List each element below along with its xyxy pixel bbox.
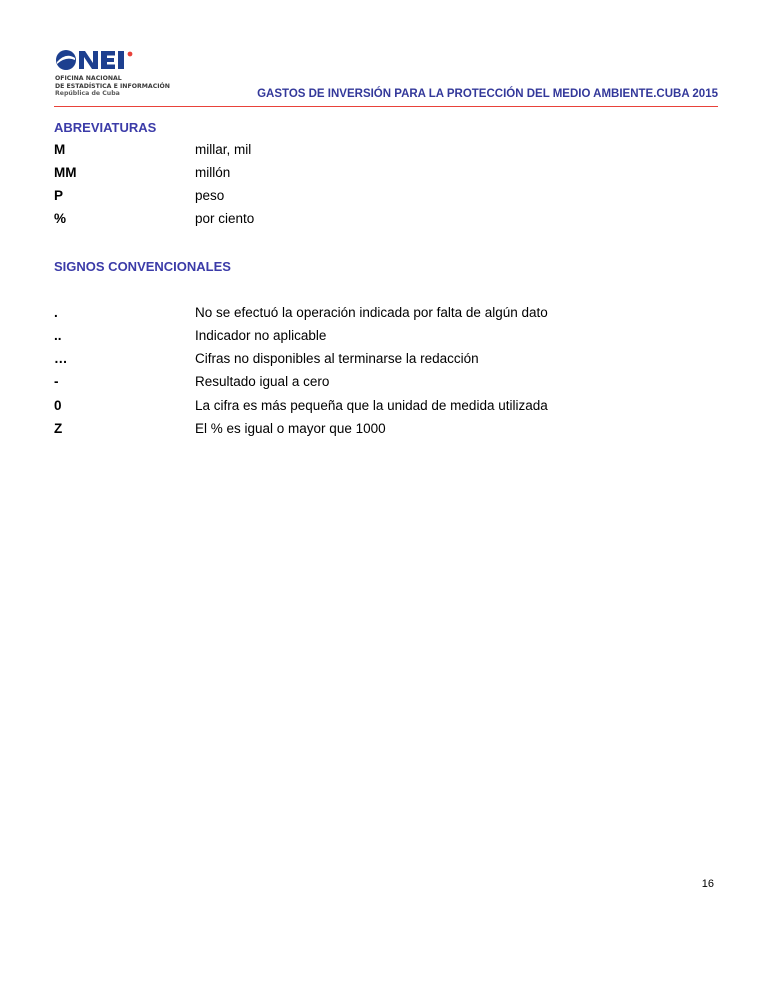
abbreviation-symbol: P [54, 188, 64, 203]
sign-symbol: .. [54, 328, 62, 343]
sign-symbol: … [54, 351, 68, 366]
document-title: GASTOS DE INVERSIÓN PARA LA PROTECCIÓN DEL MEDIO AMBIENTE.CUBA 2015 [257, 88, 718, 100]
sign-symbol: - [54, 374, 59, 389]
abbreviation-row [54, 211, 654, 231]
signs-title: SIGNOS CONVENCIONALES [54, 259, 231, 274]
logo-line-2: DE ESTADÍSTICA E INFORMACIÓN [55, 82, 170, 90]
abbreviation-meaning: millar, mil [195, 142, 252, 157]
abbreviation-meaning: peso [195, 188, 225, 203]
abbreviation-symbol: % [54, 211, 67, 226]
sign-symbol: . [54, 305, 58, 320]
sign-row [54, 305, 654, 325]
logo-line-3: República de Cuba [55, 90, 120, 98]
abbreviation-meaning: por ciento [195, 211, 255, 226]
onei-logo-mark [54, 48, 144, 72]
sign-row [54, 398, 654, 418]
abbreviation-meaning: millón [195, 165, 231, 180]
sign-symbol: Z [54, 421, 63, 436]
sign-meaning: No se efectuó la operación indicada por falta de algún dato [195, 305, 548, 320]
page-number: 16 [701, 878, 714, 890]
sign-meaning: El % es igual o mayor que 1000 [195, 421, 386, 436]
sign-symbol: 0 [54, 398, 62, 413]
logo-caption [55, 75, 170, 98]
onei-logo [54, 44, 184, 100]
abbreviation-row [54, 142, 654, 162]
sign-row [54, 421, 654, 441]
abbreviations-title: ABREVIATURAS [54, 120, 157, 135]
abbreviation-symbol: MM [54, 165, 77, 180]
abbreviation-row [54, 188, 654, 208]
sign-meaning: Indicador no aplicable [195, 328, 327, 343]
sign-row [54, 374, 654, 394]
page-header [54, 44, 718, 107]
sign-meaning: Cifras no disponibles al terminarse la redacción [195, 351, 479, 366]
sign-row [54, 328, 654, 348]
sign-meaning: La cifra es más pequeña que la unidad de medida utilizada [195, 398, 548, 413]
abbreviation-row [54, 165, 654, 185]
sign-meaning: Resultado igual a cero [195, 374, 330, 389]
sign-row [54, 351, 654, 371]
logo-line-1: OFICINA NACIONAL [55, 75, 122, 82]
abbreviation-symbol: M [54, 142, 66, 157]
